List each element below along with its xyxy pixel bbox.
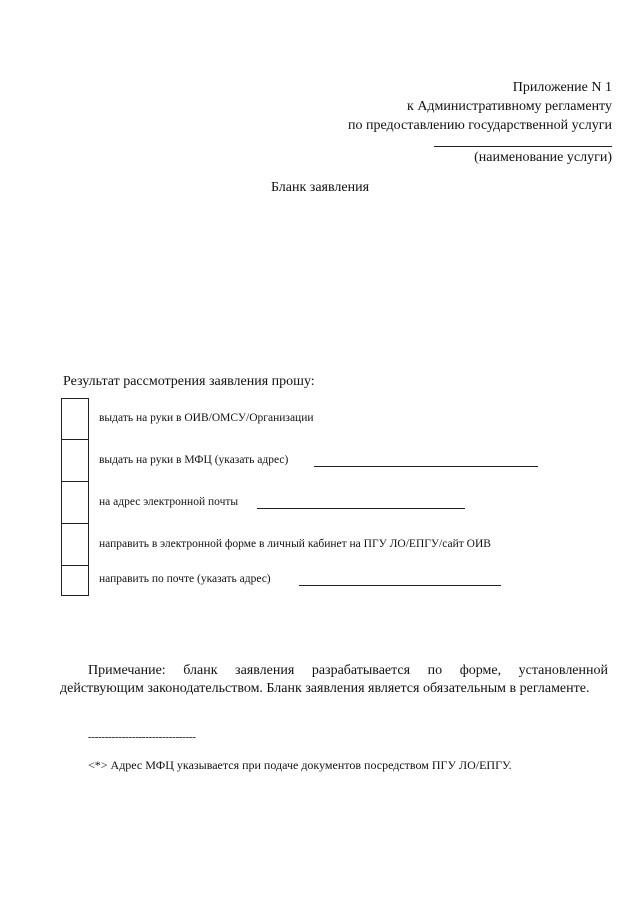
option-row-cabinet — [61, 524, 621, 566]
option-row-post — [61, 566, 621, 596]
option-row-oiv — [61, 398, 621, 440]
result-section-title: Результат рассмотрения заявления прошу: — [63, 374, 315, 389]
email-blank-line[interactable] — [257, 508, 465, 509]
option-label-oiv: выдать на руки в ОИВ/ОМСУ/Организации — [99, 412, 314, 424]
note-paragraph: Примечание: бланк заявления разрабатывается по форме, установленной действующим законодательством. Бланк заявления является обязательным в регламенте. — [60, 663, 608, 696]
option-label-cabinet: направить в электронной форме в личный кабинет на ПГУ ЛО/ЕПГУ/сайт ОИВ — [99, 538, 491, 550]
option-checkbox-post[interactable] — [61, 566, 89, 596]
appendix-regulation: к Административному регламенту — [407, 99, 612, 114]
option-row-email — [61, 482, 621, 524]
option-row-mfc — [61, 440, 621, 482]
post-address-blank-line[interactable] — [299, 585, 501, 586]
appendix-service: по предоставлению государственной услуги — [348, 118, 612, 133]
option-label-mfc: выдать на руки в МФЦ (указать адрес) — [99, 454, 289, 466]
appendix-number: Приложение N 1 — [512, 80, 612, 95]
option-label-email: на адрес электронной почты — [99, 496, 239, 508]
option-label-post: направить по почте (указать адрес) — [99, 573, 271, 585]
option-checkbox-oiv[interactable] — [61, 398, 89, 440]
option-checkbox-email[interactable] — [61, 482, 89, 524]
service-name-caption: (наименование услуги) — [474, 150, 612, 165]
mfc-address-blank-line[interactable] — [314, 466, 538, 467]
service-name-blank-line — [434, 146, 612, 147]
option-checkbox-mfc[interactable] — [61, 440, 89, 482]
footnote-text: <*> Адрес МФЦ указывается при подаче документов посредством ПГУ ЛО/ЕПГУ. — [88, 758, 512, 772]
option-checkbox-cabinet[interactable] — [61, 524, 89, 566]
appendix-header — [348, 78, 612, 135]
result-options-list — [61, 398, 621, 596]
footnote-separator: -------------------------------- — [88, 731, 196, 743]
form-title: Бланк заявления — [270, 180, 370, 195]
